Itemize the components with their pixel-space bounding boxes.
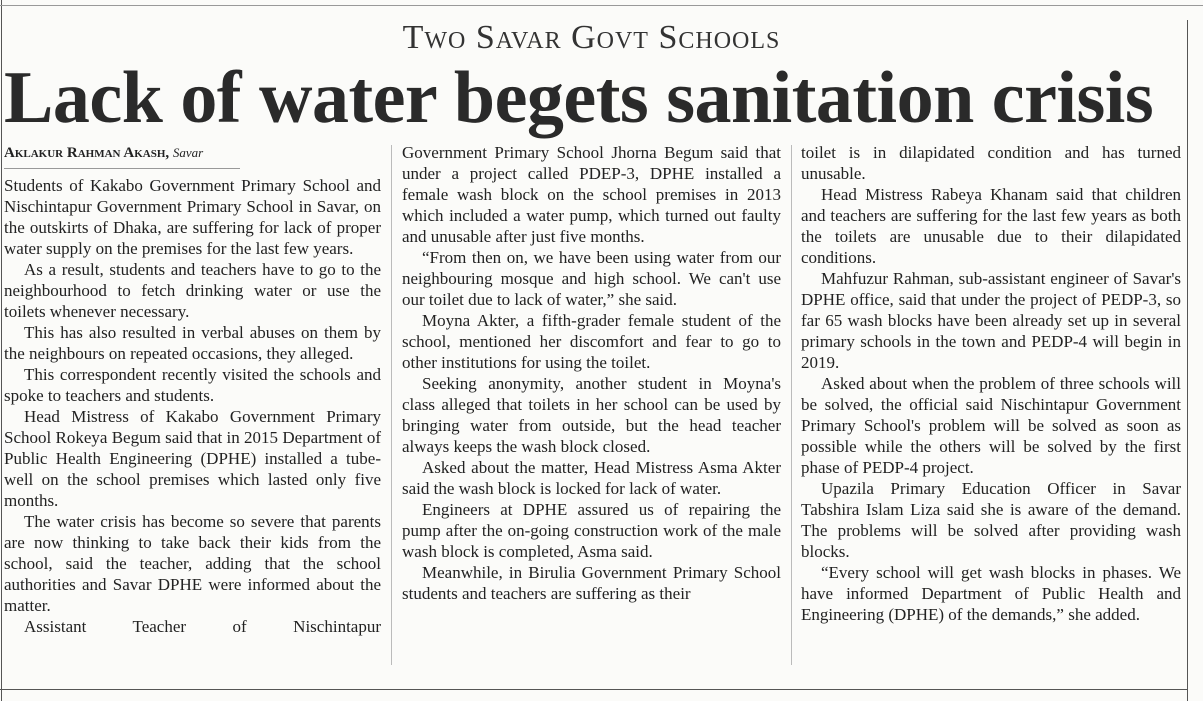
paragraph: Engineers at DPHE assured us of repairing the pump after the on-going construction work of the male wash block is completed, Asma said.	[402, 500, 781, 561]
paragraph: This has also resulted in verbal abuses on them by the neighbours on repeated occasions, they alleged.	[4, 323, 381, 363]
byline-author: Aklakur Rahman Akash,	[4, 145, 170, 161]
paragraph: Students of Kakabo Government Primary School and Nischintapur Government Primary School in Savar, on the outskirts of Dhaka, are suffering for lack of proper water supply on the premises for the last few years.	[4, 176, 381, 258]
paragraph: Seeking anonymity, another student in Moyna's class alleged that toilets in her school can be used by bringing water from outside, but the head teacher always keeps the wash block closed.	[402, 374, 781, 456]
page-border-left	[1, 0, 2, 701]
page-border-top	[0, 5, 1203, 6]
paragraph: Assistant Teacher of Nischintapur	[24, 617, 381, 636]
article-column-3	[801, 142, 1181, 672]
paragraph: The water crisis has become so severe that parents are now thinking to take back their kids from the school, said the teacher, adding that the school authorities and Savar DPHE were informed about the matter.	[4, 512, 381, 615]
paragraph: Moyna Akter, a fifth-grader female student of the school, mentioned her discomfort and fear to go to other institutions for using the toilet.	[402, 311, 781, 372]
column-rule	[791, 145, 792, 665]
paragraph: Government Primary School Jhorna Begum said that under a project called PDEP-3, DPHE installed a female wash block on the school premises in 2013 which included a water pump, which turned out faulty and unusable after just five months.	[402, 143, 781, 246]
page-border-bottom	[0, 689, 1188, 690]
paragraph: Head Mistress Rabeya Khanam said that children and teachers are suffering for the last few years as both the toilets are unusable due to their dilapidated conditions.	[801, 185, 1181, 267]
column-rule	[391, 145, 392, 665]
article-column-2	[402, 142, 781, 672]
paragraph: Meanwhile, in Birulia Government Primary School students and teachers are suffering as their	[402, 563, 781, 603]
paragraph: Asked about the matter, Head Mistress Asma Akter said the wash block is locked for lack of water.	[402, 458, 781, 498]
byline-location: Savar	[172, 145, 204, 160]
byline	[4, 142, 381, 164]
paragraph: Upazila Primary Education Officer in Savar Tabshira Islam Liza said she is aware of the demand. The problems will be solved after providing wash blocks.	[801, 479, 1181, 561]
paragraph: “Every school will get wash blocks in phases. We have informed Department of Public Health and Engineering (DPHE) of the demands,” she added.	[801, 563, 1181, 624]
paragraph: This correspondent recently visited the schools and spoke to teachers and students.	[4, 365, 381, 405]
page-border-right	[1187, 20, 1188, 701]
paragraph: As a result, students and teachers have to go to the neighbourhood to fetch drinking water or use the toilets whenever necessary.	[4, 260, 381, 321]
paragraph: toilet is in dilapidated condition and has turned unusable.	[801, 143, 1181, 183]
paragraph: “From then on, we have been using water from our neighbouring mosque and high school. We can't use our toilet due to lack of water,” she said.	[402, 248, 781, 309]
article-column-1	[4, 142, 381, 672]
byline-rule	[4, 168, 240, 169]
headline: Lack of water begets sanitation crisis	[4, 57, 1154, 139]
kicker: Two Savar Govt Schools	[402, 19, 781, 56]
paragraph: Asked about when the problem of three schools will be solved, the official said Nischintapur Government Primary School's problem will be solved as soon as possible while the others will be solved by the first phase of PEDP-4 project.	[801, 374, 1181, 477]
paragraph: Mahfuzur Rahman, sub-assistant engineer of Savar's DPHE office, said that under the project of PEDP-3, so far 65 wash blocks have been already set up in several primary schools in the town and PEDP-4 will begin in 2019.	[801, 269, 1181, 372]
paragraph: Head Mistress of Kakabo Government Primary School Rokeya Begum said that in 2015 Department of Public Health Engineering (DPHE) installed a tube-well on the school premises which lasted only five months.	[4, 407, 381, 510]
